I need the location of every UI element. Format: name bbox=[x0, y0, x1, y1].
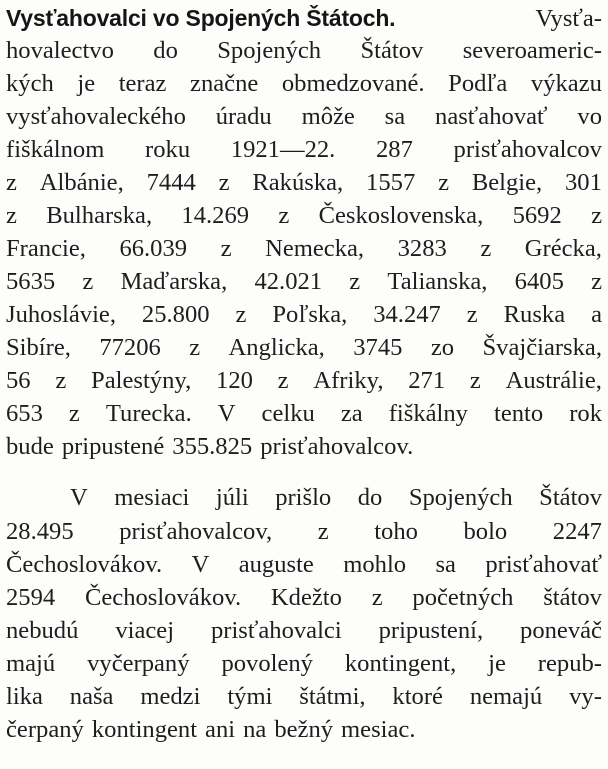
word: z bbox=[466, 301, 478, 328]
word: z bbox=[591, 268, 602, 295]
word: z bbox=[480, 235, 492, 262]
word: mohlo bbox=[343, 551, 407, 578]
word: ani bbox=[205, 716, 236, 743]
word: 120 bbox=[216, 367, 253, 394]
word: povolený bbox=[221, 650, 313, 677]
word: tento bbox=[493, 400, 544, 427]
word: prisťahovalcov, bbox=[119, 518, 273, 545]
word: z bbox=[277, 367, 289, 394]
word: 7444 bbox=[146, 169, 196, 196]
word: bolo bbox=[463, 518, 508, 545]
word: vy- bbox=[569, 683, 602, 710]
paragraph-1-line-10 bbox=[6, 297, 602, 333]
word: ktoré bbox=[392, 683, 443, 710]
word: toho bbox=[374, 518, 418, 545]
word: Štátov bbox=[360, 37, 424, 64]
word: viacej bbox=[115, 617, 175, 644]
word: Turecka. bbox=[105, 400, 192, 427]
word: bežný bbox=[274, 716, 334, 743]
word: môže bbox=[301, 103, 355, 130]
word: Juhoslávie, bbox=[6, 301, 116, 328]
word: kých bbox=[6, 70, 54, 97]
word: na bbox=[243, 716, 267, 743]
word: Spojených bbox=[217, 37, 322, 64]
word: Belgie, bbox=[471, 169, 543, 196]
word: mesiaci bbox=[114, 484, 190, 511]
word: 56 bbox=[6, 367, 31, 394]
paragraph-2-line-6 bbox=[6, 646, 602, 682]
word: z bbox=[6, 169, 17, 196]
word: prišlo bbox=[275, 484, 332, 511]
paragraph-1-line-14 bbox=[6, 429, 602, 465]
paragraph-1-line-13 bbox=[6, 396, 602, 432]
word: rok bbox=[569, 400, 602, 427]
word: Albánie, bbox=[39, 169, 124, 196]
word: Maďarska, bbox=[120, 268, 228, 295]
word: z bbox=[189, 334, 201, 361]
word: 3745 bbox=[353, 334, 403, 361]
word: 1557 bbox=[366, 169, 416, 196]
word: nemajú bbox=[469, 683, 543, 710]
word: 5692 bbox=[512, 202, 562, 229]
paragraph-1-line-1 bbox=[6, 0, 602, 36]
word: Sibíre, bbox=[6, 334, 71, 361]
word: zo bbox=[430, 334, 455, 361]
word: z bbox=[220, 235, 232, 262]
word: z bbox=[235, 301, 247, 328]
word: prisťahovať bbox=[485, 551, 602, 578]
word: a bbox=[591, 301, 602, 328]
word: z bbox=[591, 202, 602, 229]
word: severoameric- bbox=[462, 37, 602, 64]
word: fiškálny bbox=[388, 400, 468, 427]
word: z bbox=[469, 367, 481, 394]
word: obmedzované. bbox=[281, 70, 425, 97]
word: je bbox=[488, 650, 506, 677]
word: prisťahovalcov. bbox=[260, 433, 414, 460]
word: nasťahovať bbox=[435, 103, 548, 130]
word: Podľa bbox=[448, 70, 508, 97]
word: Nemecka, bbox=[265, 235, 365, 262]
word: 653 bbox=[6, 400, 43, 427]
paragraph-1-line-4 bbox=[6, 99, 602, 135]
word: poneváč bbox=[520, 617, 602, 644]
word: Čechoslovákov. bbox=[84, 584, 242, 611]
word: majú bbox=[6, 650, 56, 677]
word: teraz bbox=[118, 70, 167, 97]
word: vysťahovaleckého bbox=[6, 103, 186, 130]
word: pripustené bbox=[61, 433, 165, 460]
paragraph-2-line-4 bbox=[6, 580, 602, 616]
word: naša bbox=[69, 683, 114, 710]
word: nebudú bbox=[6, 617, 79, 644]
word: Švajčiarska, bbox=[482, 334, 602, 361]
word: V bbox=[191, 551, 210, 578]
word: z bbox=[438, 169, 449, 196]
word: kontingent bbox=[91, 716, 198, 743]
word: sa bbox=[435, 551, 456, 578]
word: 287 bbox=[375, 136, 413, 163]
word: Československa, bbox=[318, 202, 484, 229]
word: kontingent, bbox=[344, 650, 457, 677]
paragraph-2-line-2 bbox=[6, 514, 602, 550]
word: auguste bbox=[238, 551, 314, 578]
word: z bbox=[317, 518, 329, 545]
word: 25.800 bbox=[141, 301, 210, 328]
word: Palestýny, bbox=[91, 367, 192, 394]
word: 77206 bbox=[99, 334, 161, 361]
word: Austrálie, bbox=[505, 367, 602, 394]
word: tými bbox=[227, 683, 273, 710]
word: 301 bbox=[565, 169, 602, 196]
word: fiškálnom bbox=[6, 136, 105, 163]
word: z bbox=[371, 584, 383, 611]
word: do bbox=[357, 484, 383, 511]
word: je bbox=[77, 70, 96, 97]
word: 1921—22. bbox=[230, 136, 336, 163]
paragraph-1-line-12 bbox=[6, 363, 602, 399]
word: 2594 bbox=[6, 584, 56, 611]
word: Ruska bbox=[503, 301, 566, 328]
word: sa bbox=[384, 103, 406, 130]
word: 3283 bbox=[397, 235, 447, 262]
word: 5635 bbox=[6, 268, 56, 295]
word: V bbox=[70, 484, 88, 511]
paragraph-2-line-1 bbox=[6, 480, 602, 516]
word: 28.495 bbox=[6, 518, 74, 545]
word: júli bbox=[215, 484, 249, 511]
word: z bbox=[349, 268, 361, 295]
word: lika bbox=[6, 683, 43, 710]
word: V bbox=[217, 400, 236, 427]
paragraph-1-line-9 bbox=[6, 264, 602, 300]
word: Francie, bbox=[6, 235, 86, 262]
word: roku bbox=[145, 136, 191, 163]
word: z bbox=[55, 367, 67, 394]
word: 6405 bbox=[514, 268, 564, 295]
word: Anglicka, bbox=[228, 334, 325, 361]
word: Grécka, bbox=[524, 235, 602, 262]
word: Bulharska, bbox=[46, 202, 153, 229]
paragraph-1-line-8 bbox=[6, 231, 602, 267]
paragraph-1-line-11 bbox=[6, 330, 602, 366]
word: repub- bbox=[537, 650, 602, 677]
word: vo bbox=[577, 103, 602, 130]
word: 271 bbox=[408, 367, 446, 394]
word: bude bbox=[6, 433, 54, 460]
word: za bbox=[340, 400, 363, 427]
word: početných bbox=[412, 584, 514, 611]
word: z bbox=[218, 169, 230, 196]
word: medzi bbox=[140, 683, 201, 710]
word: štátov bbox=[543, 584, 602, 611]
word: mesiac. bbox=[341, 716, 416, 743]
word: 66.039 bbox=[119, 235, 188, 262]
word: z bbox=[68, 400, 80, 427]
word: Kdežto bbox=[270, 584, 342, 611]
word: prisťahovalci bbox=[210, 617, 342, 644]
paragraph-1-line-3 bbox=[6, 66, 602, 102]
paragraph-2-line-3 bbox=[6, 547, 602, 583]
word: z bbox=[278, 202, 290, 229]
word: Čechoslovákov. bbox=[6, 551, 163, 578]
word: 2247 bbox=[552, 518, 602, 545]
paragraph-1-line-5 bbox=[6, 132, 602, 168]
word: značne bbox=[190, 70, 259, 97]
word: 42.021 bbox=[254, 268, 323, 295]
word: z bbox=[82, 268, 94, 295]
word: do bbox=[153, 37, 178, 64]
word: hovalectvo bbox=[6, 37, 114, 64]
word: výkazu bbox=[530, 70, 602, 97]
word: Štátov bbox=[539, 484, 602, 511]
paragraph-1-line-6 bbox=[6, 165, 602, 201]
paragraph-2-line-7 bbox=[6, 679, 602, 715]
word: 355.825 bbox=[172, 433, 253, 460]
word: Talianska, bbox=[387, 268, 488, 295]
paragraph-2-line-5 bbox=[6, 613, 602, 649]
word: čerpaný bbox=[6, 716, 84, 743]
line-tail: Vysťa- bbox=[535, 5, 602, 32]
word: celku bbox=[261, 400, 315, 427]
word: Rakúska, bbox=[252, 169, 344, 196]
article-heading: Vysťahovalci vo Spojených Štátoch. bbox=[6, 5, 396, 31]
word: štátmi, bbox=[299, 683, 366, 710]
word: prisťahovalcov bbox=[453, 136, 602, 163]
word: Poľska, bbox=[272, 301, 348, 328]
word: vyčerpaný bbox=[87, 650, 190, 677]
word: Afriky, bbox=[313, 367, 384, 394]
word: Spojených bbox=[408, 484, 513, 511]
paragraph-1-line-7 bbox=[6, 198, 602, 234]
word: pripustení, bbox=[378, 617, 484, 644]
word: 34.247 bbox=[373, 301, 441, 328]
paragraph-1-line-2 bbox=[6, 33, 602, 69]
word: z bbox=[6, 202, 17, 229]
word: 14.269 bbox=[181, 202, 250, 229]
paragraph-2-line-8 bbox=[6, 712, 602, 748]
word: úradu bbox=[215, 103, 272, 130]
